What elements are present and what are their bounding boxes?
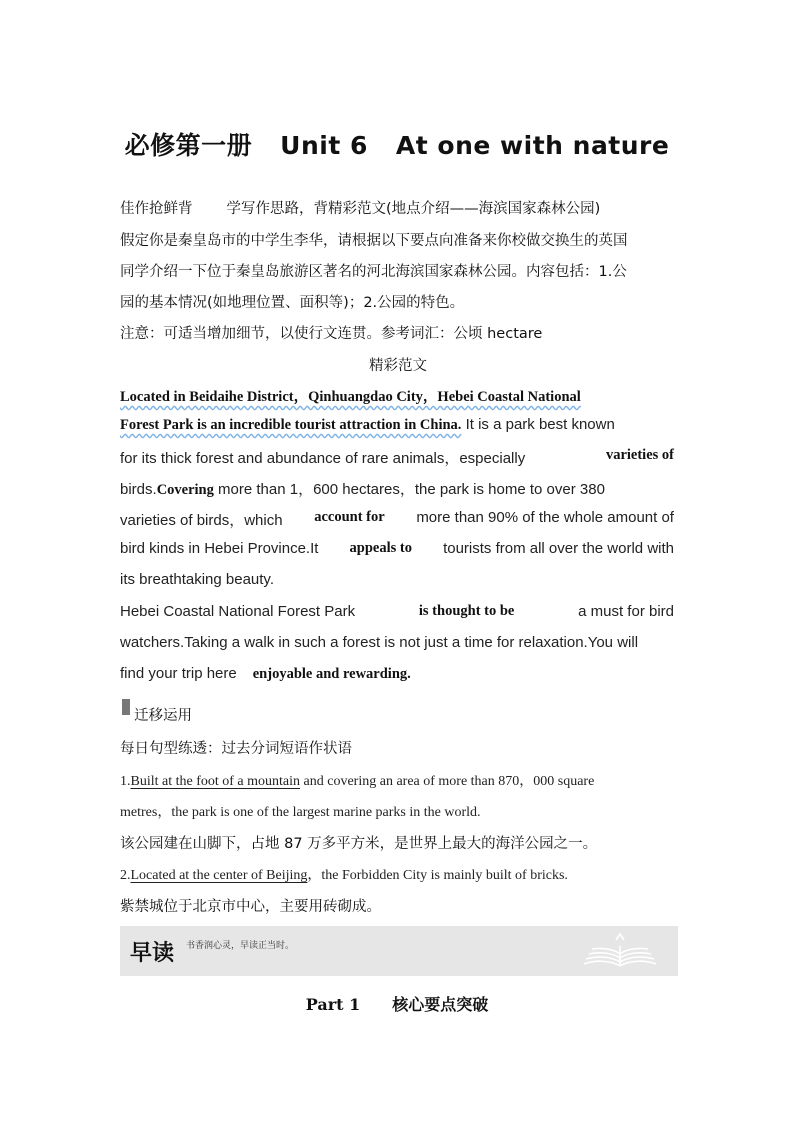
essay-line-4: birds.Covering more than 1，600 hectares，the park is home to over 380 [120,481,605,498]
sentence-1-line-1: 1.Built at the foot of a mountain and covering an area of more than 870，000 square [120,774,595,789]
banner-title: 早读 [130,940,175,966]
practice-subtitle: 每日句型练透：过去分词短语作状语 [120,741,352,757]
essay-line-1: Located in Beidaihe District，Qinhuangdao City，Hebei Coastal National [120,389,581,405]
model-essay-label: 精彩范文 [369,358,427,374]
banner-slogan: 书香润心灵，早读正当时。 [186,941,295,951]
title-unit: Unit 6 [280,131,368,160]
sentence-1-translation: 该公园建在山脚下，占地 87 万多平方米，是世界上最大的海洋公园之一。 [120,836,598,852]
sentence-2-translation: 紫禁城位于北京市中心，主要用砖砌成。 [120,899,381,915]
title-cn: 必修第一册 [124,131,253,160]
section-title: 迁移运用 [134,708,192,724]
prompt-line-2: 同学介绍一下位于秦皇岛旅游区著名的河北海滨国家森林公园。内容包括：1.公 [120,264,627,280]
morning-reading-banner [120,926,678,976]
prompt-line-4: 注意：可适当增加细节，以使行文连贯。参考词汇：公顷 hectare [120,326,543,342]
title-name: At one with nature [395,131,670,160]
essay-line-9: watchers.Taking a walk in such a forest is not just a time for relaxation.You will [120,634,639,651]
open-book-icon [580,932,660,970]
essay-line-10: find your trip here enjoyable and rewarding. [120,665,411,682]
essay-highlight: Forest Park is an incredible tourist attraction in China. [120,417,462,433]
essay-line-6: bird kinds in Hebei Province.It appeals to tourists from all over the world with [120,540,674,557]
essay-line-2: Forest Park is an incredible tourist attraction in China. It is a park best known [120,416,615,433]
prompt-line-1: 假定你是秦皇岛市的中学生李华，请根据以下要点向准备来你校做交换生的英国 [120,233,628,249]
essay-line-8: Hebei Coastal National Forest Park is thought to be a must for bird [120,603,674,620]
prompt-line-3: 园的基本情况(如地理位置、面积等)；2.公园的特色。 [120,295,465,311]
essay-line-5: varieties of birds，which account for more than 90% of the whole amount of [120,509,674,529]
section-marker [122,699,130,715]
sentence-2: 2.Located at the center of Beijing，the Forbidden City is mainly built of bricks. [120,868,568,883]
part-heading: Part 1 核心要点突破 [305,995,489,1014]
essay-line-7: its breathtaking beauty. [120,571,274,588]
intro-heading [120,197,676,218]
sentence-1-line-2: metres，the park is one of the largest marine parks in the world. [120,805,481,820]
page-title [0,126,794,162]
intro-heading-right: 学写作思路，背精彩范文(地点介绍——海滨国家森林公园) [226,201,601,217]
essay-line-3: for its thick forest and abundance of rare animals，especially varieties of [120,447,674,467]
intro-heading-left: 佳作抢鲜背 [120,201,193,217]
